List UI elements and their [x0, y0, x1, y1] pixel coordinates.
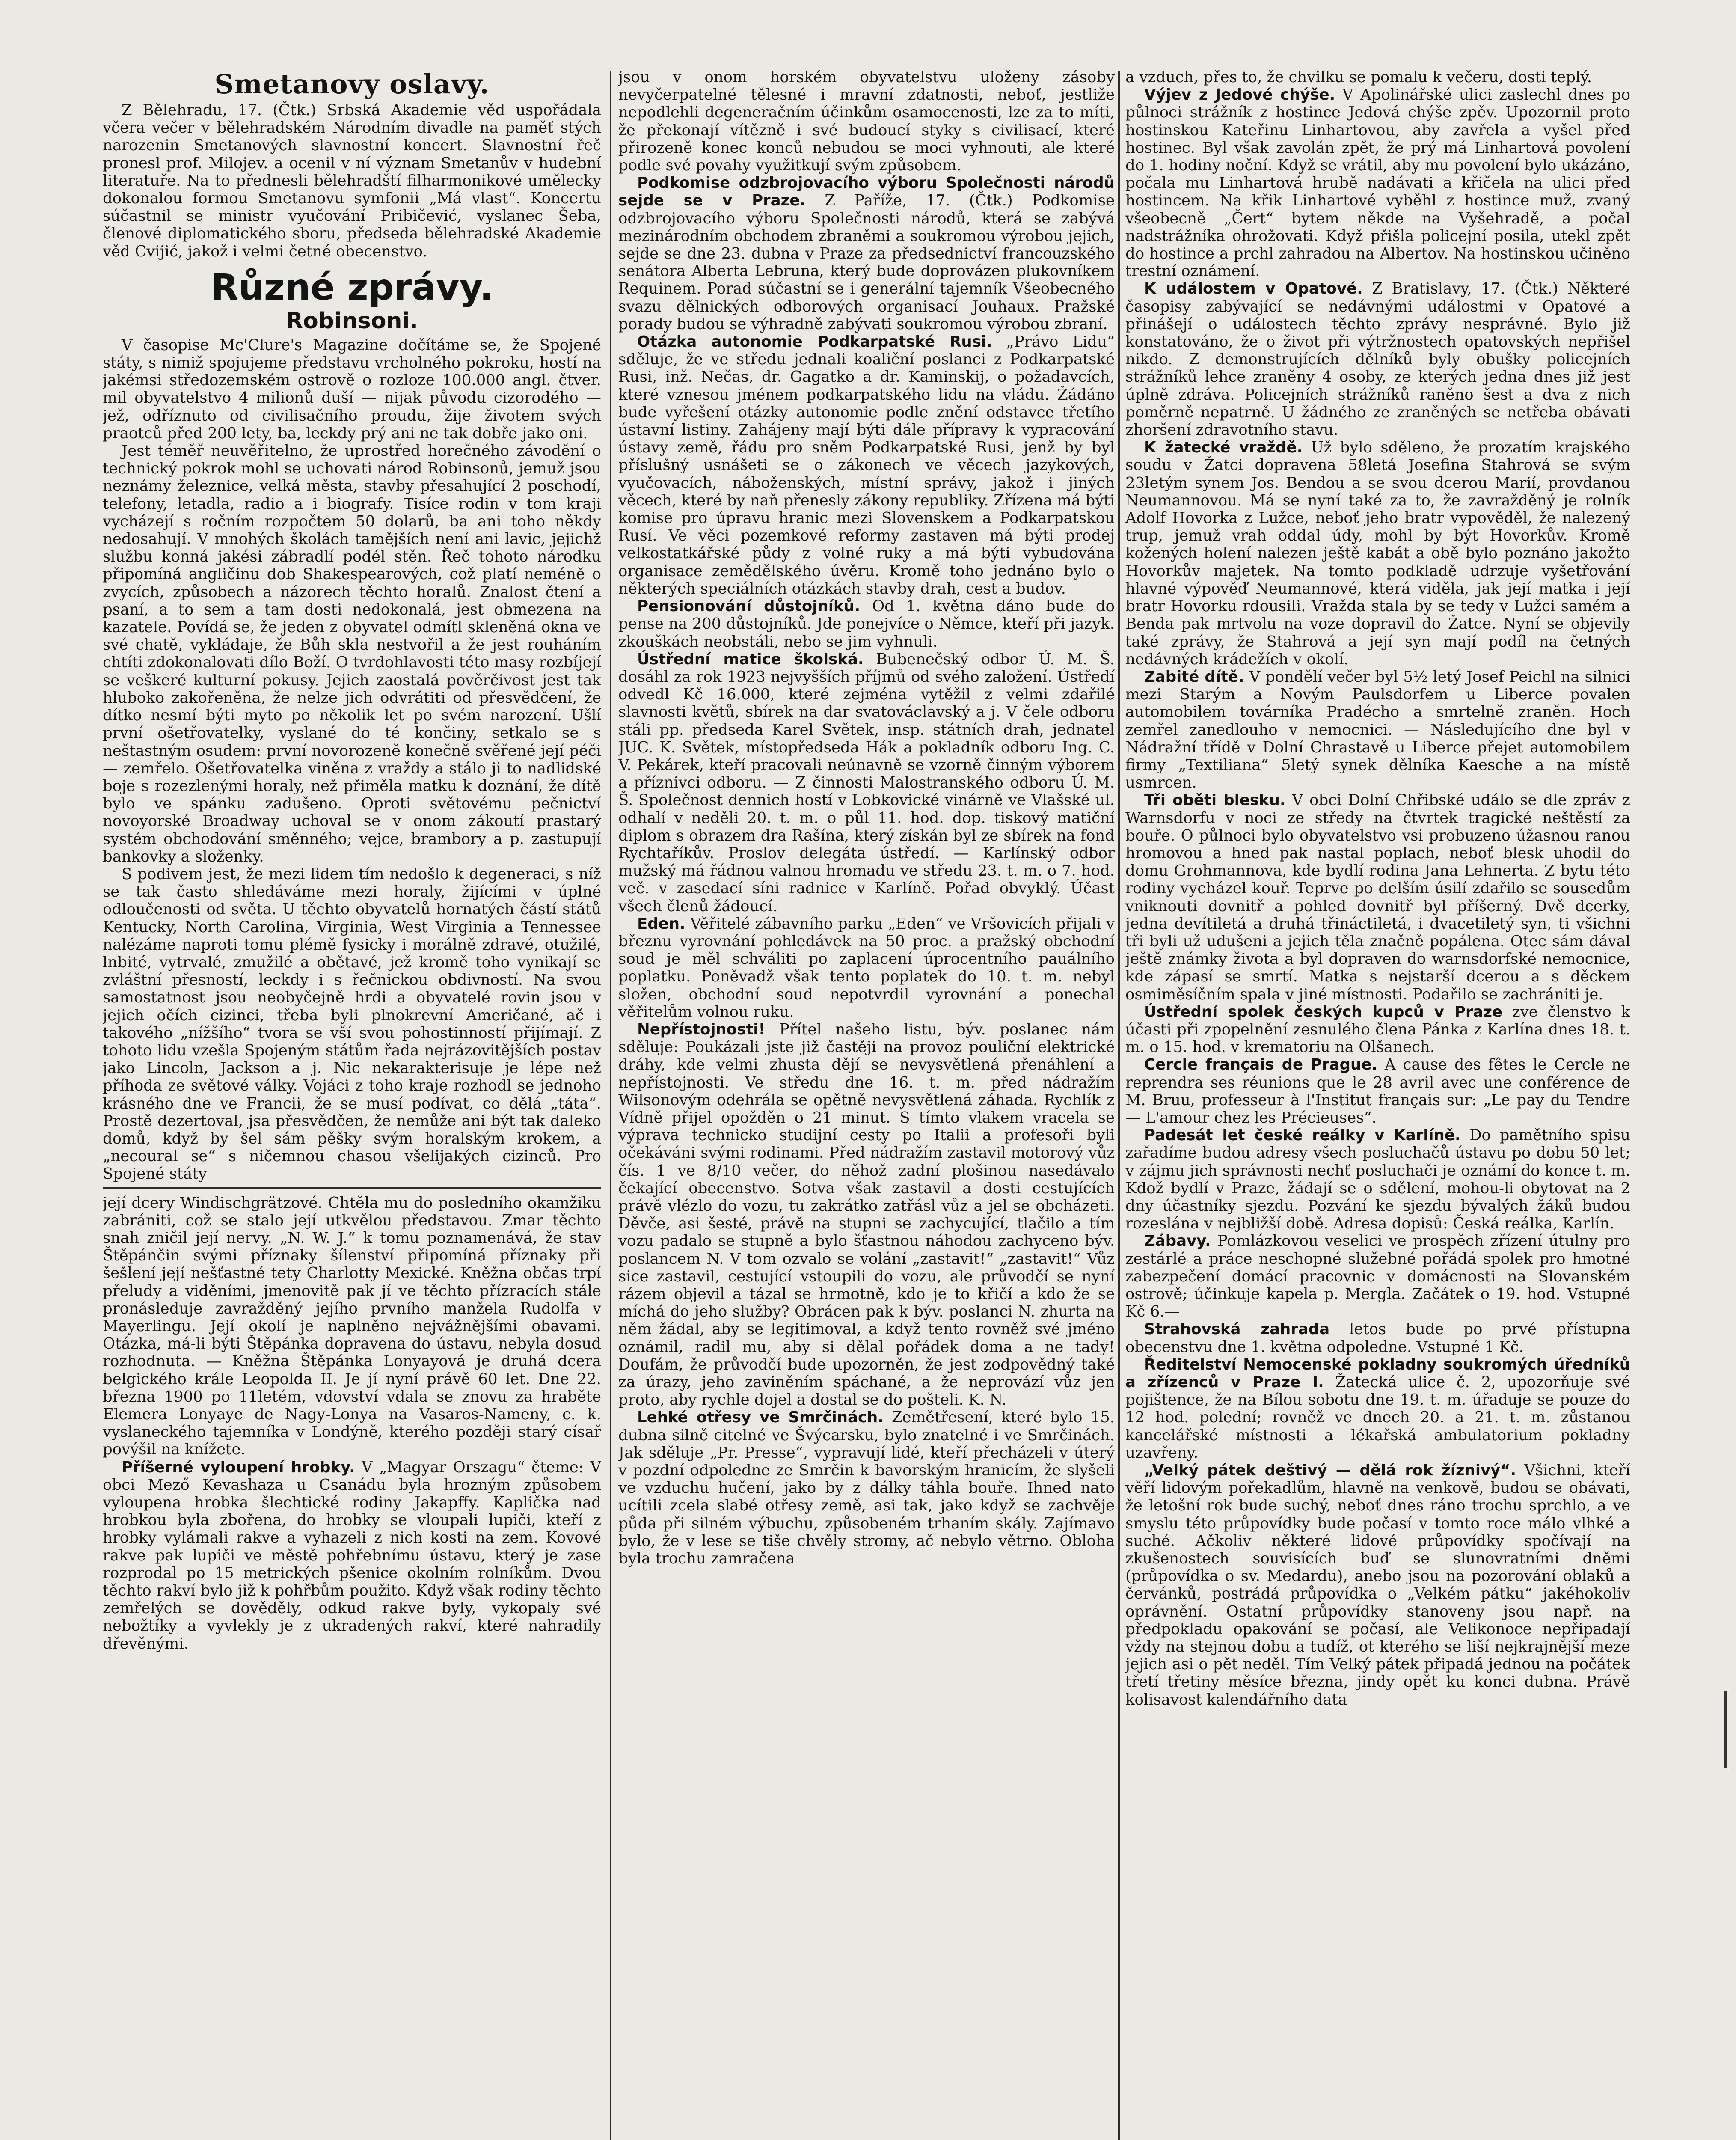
article-matice-body: Bubenečský odbor Ú. M. Š. dosáhl za rok 1923 nejvyšších příjmů od svého založení. Ústředí odvedl Kč 16.000, které zejména vytěžil z velmi zdařilé slavnosti květů, sbírek na dar svatováclavský a j. V čele odboru stáli pp. předseda Karel Světek, insp. státních drah, jednatel JUC. K. Světek, místopředseda Hák a pokladník odboru Ing. C. V. Pekárek, kteří pracovali neúnavně se vzorně činným výborem a příznivci odboru. — Z činnosti Malostranského odboru Ú. M. Š. Společnost dennich hostí v Lobkovické vinárně ve Vlašské ul. odhalí v neděli 20. t. m. o půl 11. hod. dop. tiskový matiční diplom s obrazem dra Rašína, který získán byl ze sbírek na fond Rychtaříkův. Proslov delegáta ústředí. — Karlínský odbor mužský má řádnou valnou hromadu ve středu 23. t. m. o 7. hod. več. v zasedací síni radnice v Karlíně. Pořad obvyklý. Účast všech členů žádoucí.	[618, 650, 1115, 915]
section-heading-ruzne-zpravy: Různé zprávy.	[211, 266, 493, 308]
column-2	[618, 68, 1115, 2140]
article-zatec	[1125, 439, 1630, 668]
article-velky-patek-body: Všichni, kteří věří lidovým pořekadlům, hlavně na venkově, budou se obávati, že letošní rok bude suchý, neboť dnes ráno trochu sprchlo, a ve smyslu této průpovídky bude počasí v tomto roce málo vlhké a suché. Ačkoliv některé lidové průpovídky spočívají na zkušenostech souvisících buď se slunovratními dněmi (průpovídka o sv. Medardu), anebo jsou na pozorování oblaků a červánků, postrádá průpovídka o „Velkém pátku“ jakéhokoliv oprávnění. Ostatní průpovídky stanoveny jsou např. na předpokladu opakování se počasí, ale Velikonoce nepřipadají vždy na stejnou dobu a tudíž, ot kterého se liší nejkrajnější meze jejich asi o pět neděl. Tím Velký pátek připadá jednou na počátek třetí třetiny měsíce března, jindy opět ku konci dubna. Právě kolisavost kalendářního data	[1125, 1462, 1630, 1709]
article-stepanka: její dcery Windischgrätzové. Chtěla mu do posledního okamžiku zabrániti, což se stalo její utkvělou představou. Zmar těchto snah zničil její nervy. „N. W. J.“ k tomu poznamenává, že stav Štěpánčin svými příznaky šílenství připomíná příznaky při šešlení její nešťastné tety Charlotty Mexické. Kněžna občas trpí přeludy a viděními, jmenovitě pak jí ve těchto přízracích stále pronásleduje zavražděný jejího prvního manžela Rudolfa v Mayerlingu. Její okolí je naplněno nejvážnějšími obavami. Otázka, má-li býti Štěpánka dopravena do ústavu, nebyla dosud rozhodnuta. — Kněžna Štěpánka Lonyayová je druhá dcera belgického krále Leopolda II. Je jí nyní právě 60 let. Dne 22. března 1900 po 11letém, vdovství vdala se znovu za hraběte Elemera Lonyaye de Nagy-Lonya na Vasaros-Nameny, c. k. vyslaneckého tajemníka v Londýně, kterého později starý císař povýšil na knížete.	[103, 1194, 601, 1459]
article-spolek-kupcu	[1125, 1003, 1630, 1056]
article-otazka-body: „Právo Lidu“ sděluje, že ve středu jednali koaliční poslanci z Podkarpatské Rusi, inž. Nečas, dr. Gagatko a dr. Kaminskij, o požadavcích, které vznesou jménem podkarpatského lidu na vládu. Žádáno bude vyřešení otázky autonomie podle znění odstavce třetího ústavní listiny. Zahájeny mají býti dále přípravy k vypracování ústavy země, řádu pro sněm Podkarpatské Rusi, jenž by byl příslušný usnášeti se o zákonech ve věcech jazykových, vyučovacích, náboženských, místní správy, jakož i jiných věcech, které by naň přenesly zákony republiky. Zřízena má býti komise pro úpravu hranic mezi Slovenskem a Podkarpatskou Rusí. Ve věci pozemkové reformy zastaven má býti prodej velkostatkářské půdy z volné ruky a má býti vybudována organisace zemědělského úvěru. Kromě toho jednáno bylo o některých speciálních otázkách stavby drah, cest a budov.	[618, 333, 1115, 597]
column-3	[1125, 68, 1630, 2140]
article-otresy-title: Lehké otřesy ve Smrčinách.	[637, 1409, 884, 1427]
article-otresy-continued: a vzduch, přes to, že chvilku se pomalu k večeru, dosti teplý.	[1125, 68, 1592, 86]
article-pension	[618, 597, 1115, 651]
article-obeti-blesku-title: Tři oběti blesku.	[1144, 791, 1286, 809]
section-divider	[103, 1187, 601, 1189]
article-spolek-kupcu-title: Ústřední spolek českých kupců v Praze	[1144, 1003, 1503, 1021]
column-1	[103, 68, 601, 2140]
article-eden-body: Věřitelé zábavního parku „Eden“ ve Vršovicích přijali v březnu vyrovnání pohledávek na 50 proc. a pražský obchodní soud je měl schváliti po zaplacení úprocentního pauálního poplatku. Poněvadž však tento poplatek do 10. t. m. nebyl složen, obchodní soud nepotvrdil vyrovnání a ponechal věřitelům volnou ruku.	[618, 915, 1115, 1021]
article-otazka	[618, 333, 1115, 597]
article-vyjev	[1125, 86, 1630, 280]
article-zatec-body: Už bylo sdělenо, že prozatím krajského soudu v Žatci dopravena 58letá Josefina Stahrová se svým 23letým synem Jos. Bendou a se svou dcerou Marií, provdanou Neumannovou. Má se nyní také za to, že zavražděný je rolník Adolf Hovorka z Lužce, neboť jeho bratr vypověděl, že nalezený trup, jemuž vrah oddal údy, mohl by být Hovorkův. Kromě kožených holení nalezen ještě kabát a obě bylo poznáno jakožto Hovorkův majetek. Na tomto podkladě udrzuje vyšetřování hlavné výpověď Neumannové, která viděla, jak její matka i její bratr Hovorku rdousili. Vražda stala by se tedy v Lužci samém a Benda pak mrtvolu na voze dopravil do Žatce. Nyní se objevily také zprávy, že Stahrová a její syn mají podíl na četných nedávných krádežích v okolí.	[1125, 439, 1630, 668]
article-strahovska-zahrada-title: Strahovská zahrada	[1144, 1320, 1330, 1338]
article-velky-patek-title: „Velký pátek deštivý — dělá rok žíznivý“.	[1144, 1462, 1516, 1480]
page-edge-mark	[1724, 1691, 1727, 1768]
article-zabavy-body: Pomlázkovou veselici ve prospěch zřízení útulny pro zestárlé a práce neschopné služebné pořádá spolek pro hmotné zabezpečení domácí pracovnic v domácnosti na Slovanském ostrově; účinkuje kapela p. Mergla. Začátek o 19. hod. Vstupné Kč 6.—	[1125, 1232, 1630, 1321]
article-zabite-dite-body: V pondělí večer byl 5½ letý Josef Peichl na silnici mezi Starým a Novým Paulsdorfem u Liberce povalen automobilem továrníka Pradécho a smrtelně zraněn. Hoch zemřel zanedlouho v nemocnici. — Následujícího dne byl v Nádražní třídě v Dolní Chrastavě u Liberce přejet automobilem firmy „Textiliana“ 5letý synek dělníka Kaesche a na místě usmrcen.	[1125, 668, 1630, 792]
article-zabite-dite-title: Zabité dítě.	[1144, 668, 1244, 686]
article-hrobka-title: Příšerné vyloupení hrobky.	[122, 1458, 355, 1476]
article-matice	[618, 651, 1115, 915]
article-smetana: Z Bělehradu, 17. (Čtk.) Srbská Akademie věd uspořádala včera večer v bělehradském Národním divadle na paměť stých narozenin Smetanových slavnostní koncert. Slavnostní řeč pronesl prof. Milojev. a ocenil v ní význam Smetanův v hudební literatuře. Na to přednesli bělehradští filharmonikové umělecky dokonalou formou Smetanovu symfonii „Má vlast“. Koncertu súčastnil se ministr vyučování Pribičević, vyslanec Šeba, členové diplomatického sboru, předseda bělehradské Akademie věd Cvijić, jakož i velmi četné obecenstvo.	[103, 101, 601, 260]
article-podkomise	[618, 174, 1115, 333]
headline-smetanovy-oslavy: Smetanovy oslavy.	[214, 68, 490, 100]
article-cercle	[1125, 1056, 1630, 1126]
article-robinsoni-p1: V časopise Mc'Clure's Magazine dočítáme se, že Spojené státy, s nimiž spojujeme představu vrcholného pokroku, hostí na jakémsi středozemském ostrově o rozloze 100.000 angl. čtver. mil obyvatelstvo 4 milionů duší — nijak původu cizorodého — jež, odříznuto od civilisačního proudu, žije životem svých praotců před 200 lety, ba, leckdy prý ani ne tak dobře jako oni.	[103, 336, 601, 442]
article-vyjev-body: V Apolinářské ulici zaslechl dnes po půlnoci strážník z hostince Jedová chýše zpěv. Upozornil proto hostinskou Kateřinu Linhartovou, aby zavřela a vyšel před hostinec. Byl však zavolán zpět, že prý má Linhartová povolení do 1. hodiny noční. Když se vrátil, aby mu povolení bylo ukázáno, počala mu Linhartová hrubě nadávati a křičela na ulici před hostincem. Na křik Linhartové vyběhl z hostince muž, zvaný všeobecně „Čert“ bytem někde na Vyšehradě, a počal nadstrážníka ohrožovati. Když přišla policejní posila, utekl zpět do hostince a prchl zahradou na Albertov. Na hostinskou učiněno trestní oznámení.	[1125, 86, 1630, 280]
article-zatec-title: K žatecké vraždě.	[1144, 439, 1303, 457]
article-opatova-title: K událostem v Opatové.	[1144, 280, 1363, 298]
article-otazka-title: Otázka autonomie Podkarpatské Rusi.	[637, 333, 992, 351]
article-robinsoni-continued: jsou v onom horském obyvatelstvu uloženy zásoby nevyčerpatelné tělesné i mravní zdatnosti, neboť, jestliže nepodlehli degeneračním účinkům osamocenosti, lze za to míti, že překonají vítězně i své budoucí styky s civilisací, které přirozeně konec konců nebudou se moci vyhnouti, ale které podle své povahy využitkují svým způsobem.	[618, 68, 1115, 175]
article-cercle-title: Cercle français de Prague.	[1144, 1056, 1377, 1074]
article-realka-title: Padesát let české reálky v Karlíně.	[1144, 1126, 1461, 1144]
article-robinsoni-p2: Jest téměř neuvěřitelno, že uprostřed horečného závodění o technický pokrok mohl se uchovati národ Robinsonů, jemuž jsou neznámy železnice, velká města, stavby přesahující 2 poschodí, telefony, letadla, radio a i biografy. Tisíce rodin v tom kraji vycházejí s ročním rozpočtem 50 dolarů, ba ani toho někdy nedosahují. V mnohých školách tamějších není ani lavic, jejichž službu konná jakési zábradlí podél stěn. Řeč tohoto národku připomíná angličinu dob Shakespearových, což platí neméně o zvycích, způsobech a názorech těchto horalů. Znalost čtení a psaní, a to sem a tam dosti nedokonalá, jest obmezena na kazatele. Povídá se, že jeden z obyvatel odmítl skleněná okna ve své chatě, vykládaje, že Bůh skla nestvořil a že jest rouháním chtíti zdokonalovati dílo Boží. O tvrdohlavosti této masy rozbíjejí se veškeré kulturní pokusy. Jejich zaostalá pověrčivost jest tak hluboko zakořeněna, že nelze jich odvrátiti od přesvědčení, že dítko nesmí býti myto po několik let po svém narození. Ušlí první ošetřovatelky, vyslané do té končiny, setkalo se s neštastným osudem: první novorozeně konečně svěřené její péči — zemřelo. Ošetřovatelka viněna z vraždy a stálo ji to nadlidské boje s rozezlenými horaly, než přiměla matku k doznání, že dítě bylo ve spánku zadušeno. Oproti světovému pečnictví novoyorské Broadway uchoval se v onom zákoutí prastarý systém obchodování směnného; vejce, brambory a p. zastupují bankovky a složenky.	[103, 442, 601, 865]
article-eden	[618, 915, 1115, 1021]
article-zabavy-title: Zábavy.	[1144, 1232, 1211, 1250]
article-nepristojnosti-signature: K. N.	[968, 1391, 1007, 1409]
article-cercle-body: A cause des fêtes le Cercle ne reprendra ses réunions que le 28 avril avec une conférence de M. Bruu, professeur à l'Institut français sur: „Le pay du Tendre — L'amour chez les Précieuses“.	[1125, 1056, 1630, 1126]
article-nepristojnosti	[618, 1021, 1115, 1409]
article-strahovska-zahrada	[1125, 1320, 1630, 1355]
article-nemocenska-pokladna-body: Žatecká ulice č. 2, upozorňuje své pojištence, že na Bílou sobotu dne 19. t. m. úřaduje se pouze do 12 hod. polední; rovněž ve dnech 20. a 21. t. m. zůstanou kancelářské místnosti a lékařská ambulatorium pokladny uzavřeny.	[1125, 1373, 1630, 1462]
article-nemocenska-pokladna	[1125, 1356, 1630, 1462]
article-zabavy	[1125, 1232, 1630, 1320]
article-hrobka	[103, 1459, 601, 1653]
article-podkomise-body: Z Paříže, 17. (Čtk.) Podkomise odzbrojovacího výboru Společnosti národů, která se zabývá mezinárodním obchodem zbraněmi a soukromou výrobou jejich, sejde se dne 23. dubna v Praze za předsednictví francouzského senátora Alberta Lebruna, který bude doprovázen plukovníkem Requinem. Porad súčastní se i generální tajemník Všeobecného svazu dělnických odborových organisací Jouhaux. Pražské porady budou se výhradně zabývati soukromou výrobou zbraní.	[618, 192, 1115, 333]
article-realka	[1125, 1126, 1630, 1232]
article-eden-title: Eden.	[637, 915, 685, 933]
article-nepristojnosti-body: Přítel našeho listu, býv. poslanec nám sděluje: Poukázali jste již častěji na provoz pouliční elektrické dráhy, kde velmi zhusta dějí se nevysvětlená přenáhlení a nepřístojnosti. Ve středu dne 16. t. m. před nádražím Wilsonovým odehrála se opětně nevysvětlená záhada. Rychlík z Vídně přijel opožděn o 21 minut. S tímto vlakem vracela se výprava technicko studijní cesty po Italii a profesoři byli očekáváni svými rodinami. Před nádražím zastavil motorový vůz čís. 1 ve 8/10 večer, do něhož zadní plošinou nasedávalo čekající obecenstvo. Sotva však zastavil a dosti cestujících právě vlézlo do vozu, tu zakrátko zatřásl vůz a jel se obcházeti. Děvče, asi šesté, právě na stupni se zachycující, tlačilo a tím vozu padalo se stupně a bylo šťastnou náhodou zachyceno býv. poslancem N. V tom ozvalo se volání „zastavit!“ „zastavit!“ Vůz sice zastavil, cestující vstoupili do vozu, ale průvodčí se nyní rázem objevil a tázal se hrmotně, kdo je to křičí a kdo že se míchá do jeho služby? Obrácen pak k býv. poslanci N. zhurta na něm žádal, aby se legitimoval, a když tento rovněž své jméno oznámil, radil mu, aby si dělal pořádek doma a ne tady! Doufám, že průvodčí bude upozorněn, že jest zodpovědný také za úrazy, jeho zaviněním spáchané, a že neprovází vůz jen proto, aby rychle dojel a dostal se do pošteli.	[618, 1020, 1115, 1409]
article-opatova	[1125, 280, 1630, 439]
article-podkomise-title: Podkomise odzbrojovacího výboru Společnosti národů sejde se v Praze.	[618, 174, 1115, 210]
article-spolek-kupcu-body: zve členstvo k účasti při zpopelnění zesnulého člena Pánka z Karlína dnes 18. t. m. o 15. hod. v krematoriu na Olšanech.	[1125, 1003, 1630, 1056]
article-obeti-blesku	[1125, 791, 1630, 1003]
article-robinsoni-p3: S podivem jest, že mezi lidem tím nedošlo k degeneraci, s níž se tak často shledáváme mezi horaly, žijícími v úplné odloučenosti od světa. U těchto obyvatelů hornatých částí států Kentucky, North Carolina, Virginia, West Virginia a Tennessee nalézáme naproti tomu plémě fysicky i morálně zdravé, otužilé, lnbité, vytrvalé, zmužilé a obětavé, jež kromě toho vynikají se zvláštní přesností, leckdy i s řečnickou obdivností. Na svou samostatnost jsou neobyčejně hrdi a obyvatelé rovin jsou v jejich očích cizinci, třeba byli plnokrevní Američané, ač i takového „nížšího“ tvora se vší svou pohostinností přijímají. Z tohoto lidu vzešla Spojeným státům řada nejrázovitějších postav jako Lincoln, Jackson a j. Nic nekarakterisuje je lépe než příhoda ze světové války. Vojáci z toho kraje rozhodl se jednoho krásného dne ve Francii, že se musí podívat, co dělá „táta“. Prostě dezertoval, jsa přesvědčen, že nemůže ani být tak daleko domů, když by šel sám pěšky svým horalským krokem, a „necoural se“ s ničemnou chasou všelijakých cizinců. Pro Spojené státy	[103, 865, 601, 1183]
article-realka-body: Do pamětního spisu zařadíme budou adresy všech posluchačů ústavu po dobu 50 let; v zájmu jich správnosti nechť posluchači je oznámí do konce t. m. Kdož bydlí v Praze, žádají se o sdělení, mohou-li obytovat na 2 dny účastníky sjezdu. Pozvání ke sjezdu bývalých žáků budou rozeslána v nejbližší době. Adresa dopisů: Česká reálka, Karlín.	[1125, 1126, 1630, 1233]
article-pension-title: Pensionování důstojníků.	[637, 597, 861, 615]
article-hrobka-body: V „Magyar Orszagu“ čteme: V obci Mező Kevashaza u Csanádu byla hrozným způsobem vyloupena hrobka šlechtické rodiny Jakapffy. Kaplička nad hrobkou byla zbořena, do hrobky se vloupali lupiči, kteří z hrobky vylámali rakve a vyhazeli z nich kosti na zem. Kovové rakve pak lupiči ve městě pohřebnímu ústavu, který je zase rozprodal po 15 metrických pšenice okolním rolníkům. Dvou těchto rakví bylo již k pohřbům použito. Když však rodiny těchto zemřelých se dověděly, odkud rakve byly, vykopaly své nebožtíky a vyvlekly je z ukradených rakví, které nahradily dřevěnými.	[103, 1458, 601, 1653]
article-zabite-dite	[1125, 668, 1630, 791]
article-obeti-blesku-body: V obci Dolní Chřibské událo se dle zpráv z Warnsdorfu v noci ze středy na čtvrtek tragické neštěstí za bouře. O půlnoci bylo obyvatelstvo vsi probuzeno úžasnou ranou hromovou a hned pak nastal poplach, neboť blesk uhodil do domu Grohmannova, kde bydlí rodina Jana Lehnerta. Z bytu této rodiny vycházel kouř. Teprve po delším úsilí zdařilo se sousedům vniknouti dovnitř a pohled dovnitř byl příšerný. Dvě dcerky, jedna devítiletá a druhá třináctiletá, i dvacetiletý syn, ti všichni tři byli už udušeni a jejich těla značně popálena. Otec sám dával ještě známky života a byl dopraven do warnsdorfské nemocnice, kde zápasí se smrtí. Matka s nejstarší dcerou a s děckem osmiměsíčním spala v jiné místnosti. Podařilo se zachrániti je.	[1125, 791, 1630, 1003]
article-nemocenska-pokladna-title: Ředitelství Nemocenské pokladny soukromých úředníků a zřízenců v Praze I.	[1125, 1355, 1630, 1391]
article-pension-body: Od 1. května dáno bude do pense na 200 důstojníků. Jde ponejvíce o Němce, kteří při jazyk. zkouškách neobstáli, nebo se jim vyhnuli.	[618, 597, 1115, 651]
column-rule	[610, 71, 611, 2140]
article-nepristojnosti-title: Nepřístojnosti!	[637, 1020, 766, 1038]
article-strahovska-zahrada-body: letos bude po prvé přístupna obecenstvu dne 1. května odpoledne. Vstupné 1 Kč.	[1125, 1320, 1630, 1356]
article-matice-title: Ústřední matice školská.	[637, 650, 864, 668]
article-opatova-body: Z Bratislavy, 17. (Čtk.) Některé časopisy zabývající se nedávnými událostmi v Opatové a přinášejí o událostech těchto zprávy nesprávné. Bylo již konstatováno, že o život při výtržnostech opatovských nepřišel nikdo. Z demonstrujících dělníků byly obušky policejních strážníků lehce zraněny 4 osoby, ze kterých jedna dnes již jest úplně zdráva. Policejních strážníků raněno šest a dva z nich poměrně nepatrně. U žádného ze zraněných se netřeba obávati zhoršení zdravotního stavu.	[1125, 280, 1630, 439]
article-vyjev-title: Výjev z Jedové chýše.	[1144, 86, 1335, 104]
article-otresy	[618, 1409, 1115, 1567]
headline-robinsoni: Robinsoni.	[285, 308, 418, 334]
article-otresy-body: Zemětřesení, které bylo 15. dubna silně citelné ve Švýcarsku, bylo znatelné i ve Smrčinách. Jak sděluje „Pr. Presse“, vypravují lidé, kteří přecházeli v úterý v pozdní odpoledne ze Smrčin k bavorským hranicím, že slyšeli ve vzduchu hučení, jako by z dálky táhla bouře. Ihned nato ucítili zcela slabé otřesy země, asi tak, jako když se zachvěje půda při silném výbuchu, způsobeném trhaním skály. Zajímavo bylo, že v lese se tiše chvěly stromy, ač nebylo větrno. Obloha byla trochu zamračena	[618, 1409, 1115, 1568]
column-rule	[1118, 71, 1120, 2140]
article-velky-patek	[1125, 1462, 1630, 1709]
